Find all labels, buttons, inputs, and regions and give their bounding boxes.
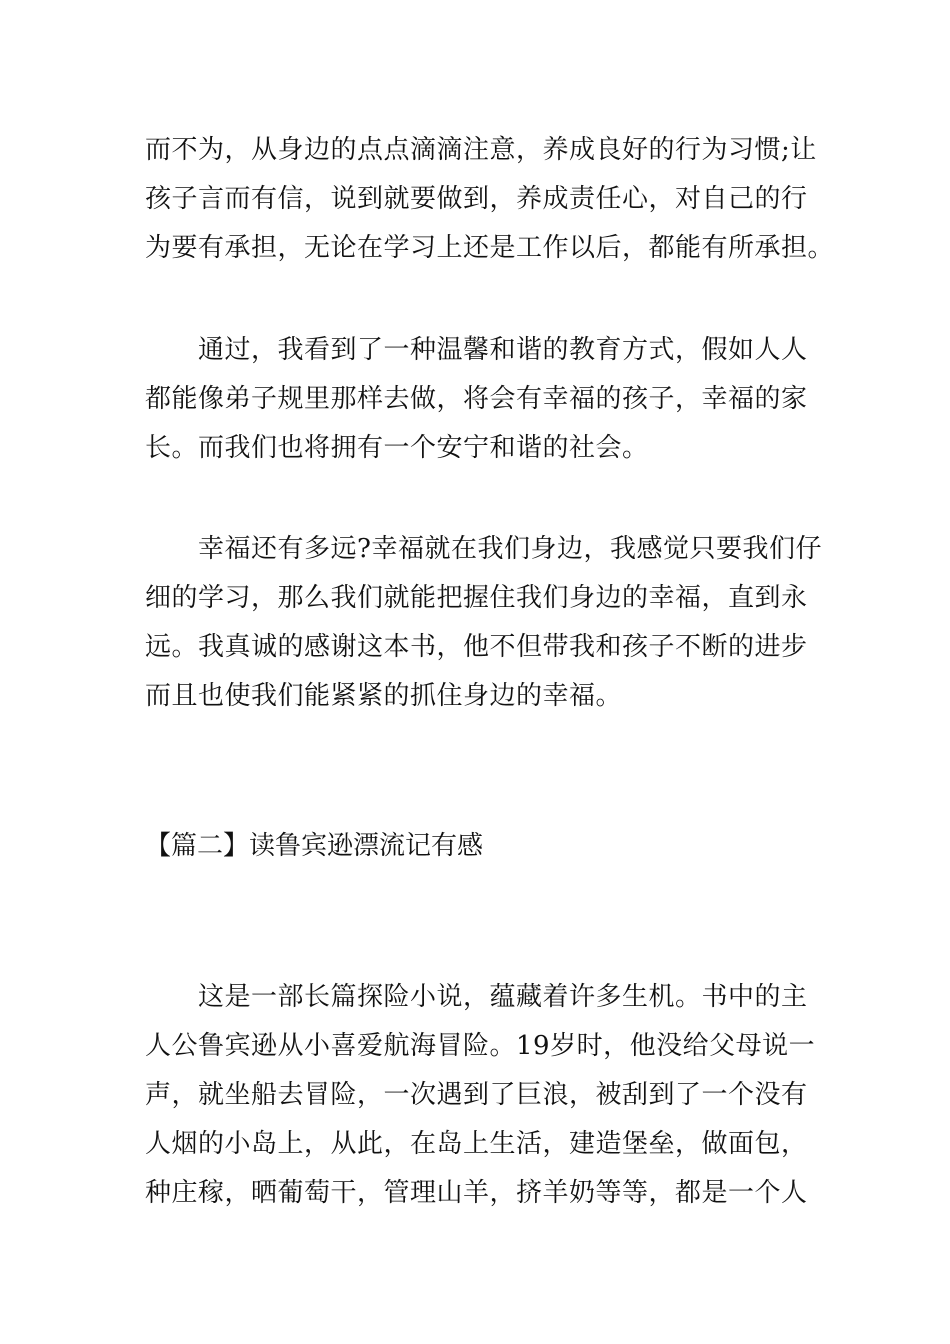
- section-heading: 【篇二】读鲁宾逊漂流记有感: [145, 831, 484, 861]
- paragraph-1-line-2: 孩子言而有信，说到就要做到，养成责任心，对自己的行: [145, 184, 808, 214]
- paragraph-2-line-1: 通过，我看到了一种温馨和谐的教育方式，假如人人: [145, 335, 808, 365]
- paragraph-1-line-3: 为要有承担，无论在学习上还是工作以后，都能有所承担。: [145, 233, 835, 263]
- paragraph-3-line-2: 细的学习，那么我们就能把握住我们身边的幸福，直到永: [145, 583, 808, 613]
- section-paragraph-line-2: 人公鲁宾逊从小喜爱航海冒险。19岁时，他没给父母说一: [145, 1031, 816, 1061]
- section-paragraph-line-1: 这是一部长篇探险小说，蕴藏着许多生机。书中的主: [145, 982, 808, 1012]
- paragraph-2-line-3: 长。而我们也将拥有一个安宁和谐的社会。: [145, 433, 649, 463]
- paragraph-3-line-3: 远。我真诚的感谢这本书，他不但带我和孩子不断的进步: [145, 632, 808, 662]
- paragraph-3-line-4: 而且也使我们能紧紧的抓住身边的幸福。: [145, 681, 623, 711]
- section-paragraph-line-3: 声，就坐船去冒险，一次遇到了巨浪，被刮到了一个没有: [145, 1080, 808, 1110]
- section-paragraph-line-4: 人烟的小岛上，从此，在岛上生活，建造堡垒，做面包，: [145, 1129, 808, 1159]
- paragraph-1-line-1: 而不为，从身边的点点滴滴注意，养成良好的行为习惯;让: [145, 135, 817, 165]
- paragraph-3-line-1: 幸福还有多远?幸福就在我们身边，我感觉只要我们仔: [145, 534, 822, 564]
- paragraph-2-line-2: 都能像弟子规里那样去做，将会有幸福的孩子，幸福的家: [145, 384, 808, 414]
- section-paragraph-line-5: 种庄稼，晒葡萄干，管理山羊，挤羊奶等等，都是一个人: [145, 1178, 808, 1208]
